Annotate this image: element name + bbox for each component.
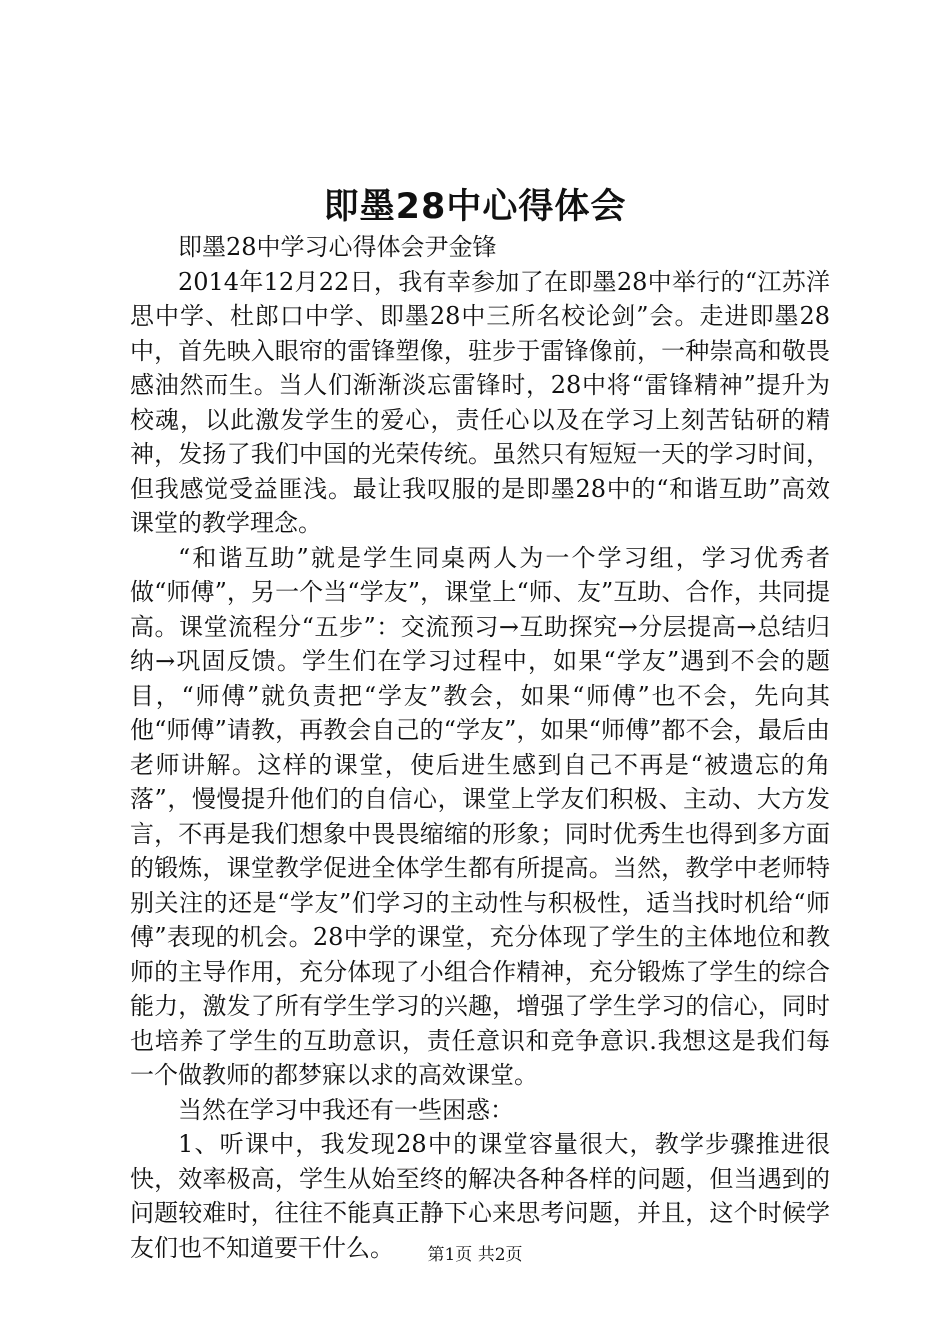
document-body bbox=[130, 230, 830, 1265]
paragraph-3: 当然在学习中我还有一些困惑： bbox=[178, 1095, 514, 1124]
document-subtitle: 即墨28中学习心得体会尹金锋 bbox=[178, 233, 497, 261]
paragraph-2: “和谐互助”就是学生同桌两人为一个学习组，学习优秀者做“师傅”，另一个当“学友”，课堂上“师、友”互助、合作，共同提高。课堂流程分“五步”：交流预习→互助探究→分层提高→总结归纳→巩固反馈。学生们在学习过程中，如果“学友”遇到不会的题目，“师傅”就负责把“学友”教会，如果“师傅”也不会，先向其他“师傅”请教，再教会自己的“学友”，如果“师傅”都不会，最后由老师讲解。这样的课堂，使后进生感到自己不再是“被遗忘的角落”，慢慢提升他们的自信心，课堂上学友们积极、主动、大方发言，不再是我们想象中畏畏缩缩的形象；同时优秀生也得到多方面的锻炼，课堂教学促进全体学生都有所提高。当然，教学中老师特别关注的还是“学友”们学习的主动性与积极性，适当找时机给“师傅”表现的机会。28中学的课堂，充分体现了学生的主体地位和教师的主导作用，充分体现了小组合作精神，充分锻炼了学生的综合能力，激发了所有学生学习的兴趣，增强了学生学习的信心，同时也培养了学生的互助意识，责任意识和竞争意识.我想这是我们每一个做教师的都梦寐以求的高效课堂。 bbox=[130, 543, 830, 1089]
document-title: 即墨28中心得体会 bbox=[323, 187, 627, 227]
paragraph-4: 1、听课中，我发现28中的课堂容量很大，教学步骤推进很快，效率极高，学生从始至终的解决各种各样的问题，但当遇到的问题较难时，往往不能真正静下心来思考问题，并且，这个时候学友们也不知道要干什么。 bbox=[130, 1130, 830, 1262]
page-footer: 第1页 共2页 bbox=[427, 1245, 523, 1265]
paragraph-1: 2014年12月22日，我有幸参加了在即墨28中举行的“江苏洋思中学、杜郎口中学、即墨28中三所名校论剑”会。走进即墨28中，首先映入眼帘的雷锋塑像，驻步于雷锋像前，一种崇高和敬畏感油然而生。当人们渐渐淡忘雷锋时，28中将“雷锋精神”提升为校魂，以此激发学生的爱心，责任心以及在学习上刻苦钻研的精神，发扬了我们中国的光荣传统。虽然只有短短一天的学习时间，但我感觉受益匪浅。最让我叹服的是即墨28中的“和谐互助”高效课堂的教学理念。 bbox=[130, 267, 830, 537]
